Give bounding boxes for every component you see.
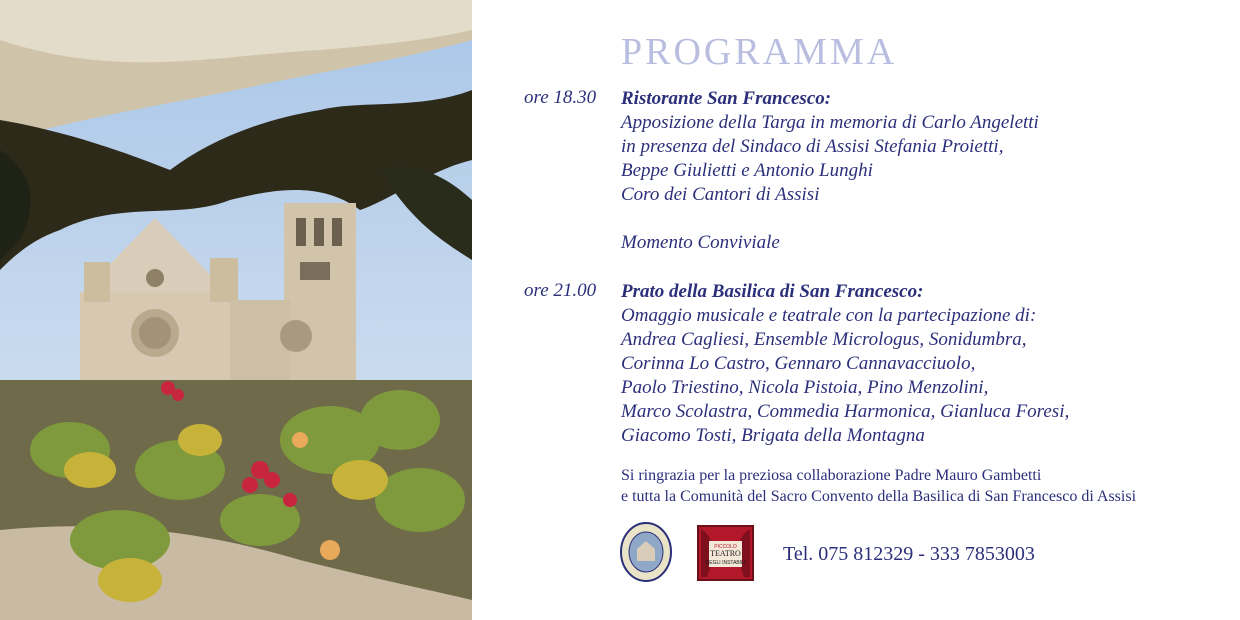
basilica-photo: [0, 0, 472, 620]
event-heading: Prato della Basilica di San Francesco:: [621, 281, 924, 302]
event-line: Apposizione della Targa in memoria di Carlo Angeletti: [621, 112, 1039, 133]
event-line: Giacomo Tosti, Brigata della Montagna: [621, 425, 925, 446]
event-heading: Ristorante San Francesco:: [621, 88, 832, 109]
event-line: Andrea Cagliesi, Ensemble Micrologus, Sonidumbra,: [621, 329, 1027, 350]
event-line: Coro dei Cantori di Assisi: [621, 184, 820, 205]
event-line: Corinna Lo Castro, Gennaro Cannavacciuolo,: [621, 353, 976, 374]
basilica-photo-illustration: [0, 0, 472, 620]
thanks-line: e tutta la Comunità del Sacro Convento della Basilica di San Francesco di Assisi: [621, 488, 1137, 505]
event-time: ore 18.30: [524, 87, 597, 108]
event-block-1: [621, 87, 1039, 255]
event-line: Marco Scolastra, Commedia Harmonica, Gianluca Foresi,: [621, 401, 1070, 422]
event-line: Beppe Giulietti e Antonio Lunghi: [621, 160, 873, 181]
event-line: Paolo Triestino, Nicola Pistoia, Pino Menzolini,: [621, 377, 989, 398]
teatro-instabili-logo: [697, 525, 754, 581]
event-block-2: [621, 280, 1069, 448]
thanks-line: Si ringrazia per la preziosa collaborazione Padre Mauro Gambetti: [621, 467, 1042, 484]
phone-number: Tel. 075 812329 - 333 7853003: [783, 543, 1035, 565]
event-line: in presenza del Sindaco di Assisi Stefania Proietti,: [621, 136, 1004, 157]
teatro-logo-text: DEGLI INSTABILI: [705, 560, 746, 566]
teatro-logo-text: TEATRO: [710, 549, 741, 558]
event-time: ore 21.00: [524, 280, 597, 301]
acknowledgements: [621, 465, 1136, 507]
event-line: Omaggio musicale e teatrale con la partecipazione di:: [621, 305, 1037, 326]
teatro-logo-text: PICCOLO: [714, 544, 737, 550]
ristorante-logo: [620, 522, 672, 582]
page-title: PROGRAMMA: [621, 31, 898, 73]
event-extra: Momento Conviviale: [621, 232, 780, 253]
